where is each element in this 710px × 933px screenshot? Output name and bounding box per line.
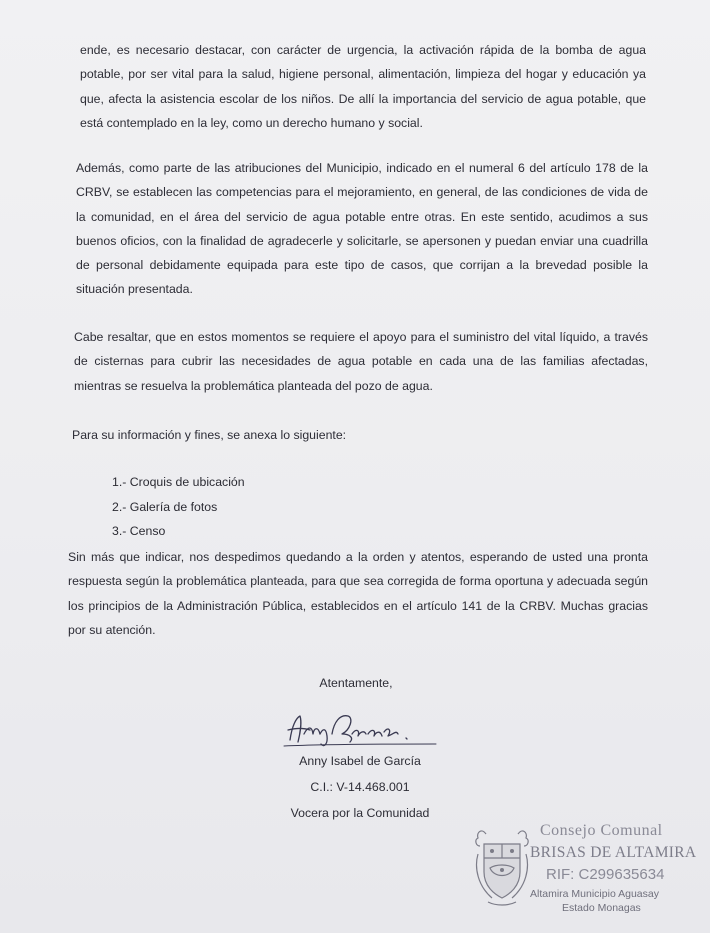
seal-municipality: Altamira Municipio Aguasay [530, 888, 659, 900]
seal-council-name: BRISAS DE ALTAMIRA [530, 844, 697, 861]
closing-salutation: Atentamente, [319, 676, 393, 690]
list-item: 2.- Galería de fotos [112, 499, 218, 514]
seal-state: Estado Monagas [562, 902, 641, 914]
signer-id: C.I.: V-14.468.001 [310, 780, 410, 794]
signer-name: Anny Isabel de García [299, 754, 421, 768]
seal-rif: RIF: C299635634 [546, 866, 665, 883]
paragraph-water-tanks: Cabe resaltar, que en estos momentos se requiere el apoyo para el suministro del vital líquido, a través de cisternas para cubrir las necesidades de agua potable en cada una de las familias afectadas, mientras se resuelva la problemática planteada del pozo de agua. [74, 330, 648, 393]
paragraph-urgency: ende, es necesario destacar, con carácter de urgencia, la activación rápida de la bomba de agua potable, por ser vital para la salud, higiene personal, alimentación, limpieza del hogar y educación ya que, afecta la asistencia escolar de los niños. De allí la importancia del servicio de agua potable, que está contemplado en la ley, como un derecho humano y social. [80, 43, 646, 130]
paragraph-municipal-competence: Además, como parte de las atribuciones del Municipio, indicado en el numeral 6 del artículo 178 de la CRBV, se establecen las competencias para el mejoramiento, en general, de las condiciones de vida de la comunidad, en el área del servicio de agua potable entre otras. En este sentido, acudimos a sus buenos oficios, con la finalidad de agradecerle y solicitarle, se apersonen y puedan enviar una cuadrilla de personal debidamente equipada para este tipo de casos, que corrijan a la brevedad posible la situación presentada. [76, 161, 648, 297]
seal-council-label: Consejo Comunal [540, 822, 663, 839]
handwritten-signature [280, 704, 440, 754]
list-item: 3.- Censo [112, 524, 166, 538]
coat-of-arms-icon [472, 824, 532, 908]
signer-role: Vocera por la Comunidad [290, 806, 430, 820]
paragraph-attachments-intro: Para su información y fines, se anexa lo siguiente: [72, 428, 347, 442]
community-council-seal [468, 818, 710, 928]
attachments-list [112, 470, 245, 544]
paragraph-farewell: Sin más que indicar, nos despedimos quedando a la orden y atentos, esperando de usted una pronta respuesta según la problemática planteada, para que sea corregida de forma oportuna y adecuada según los principios de la Administración Pública, establecidos en el artículo 141 de la CRBV. Muchas gracias por su atención. [68, 550, 648, 637]
list-item: 1.- Croquis de ubicación [112, 475, 245, 489]
